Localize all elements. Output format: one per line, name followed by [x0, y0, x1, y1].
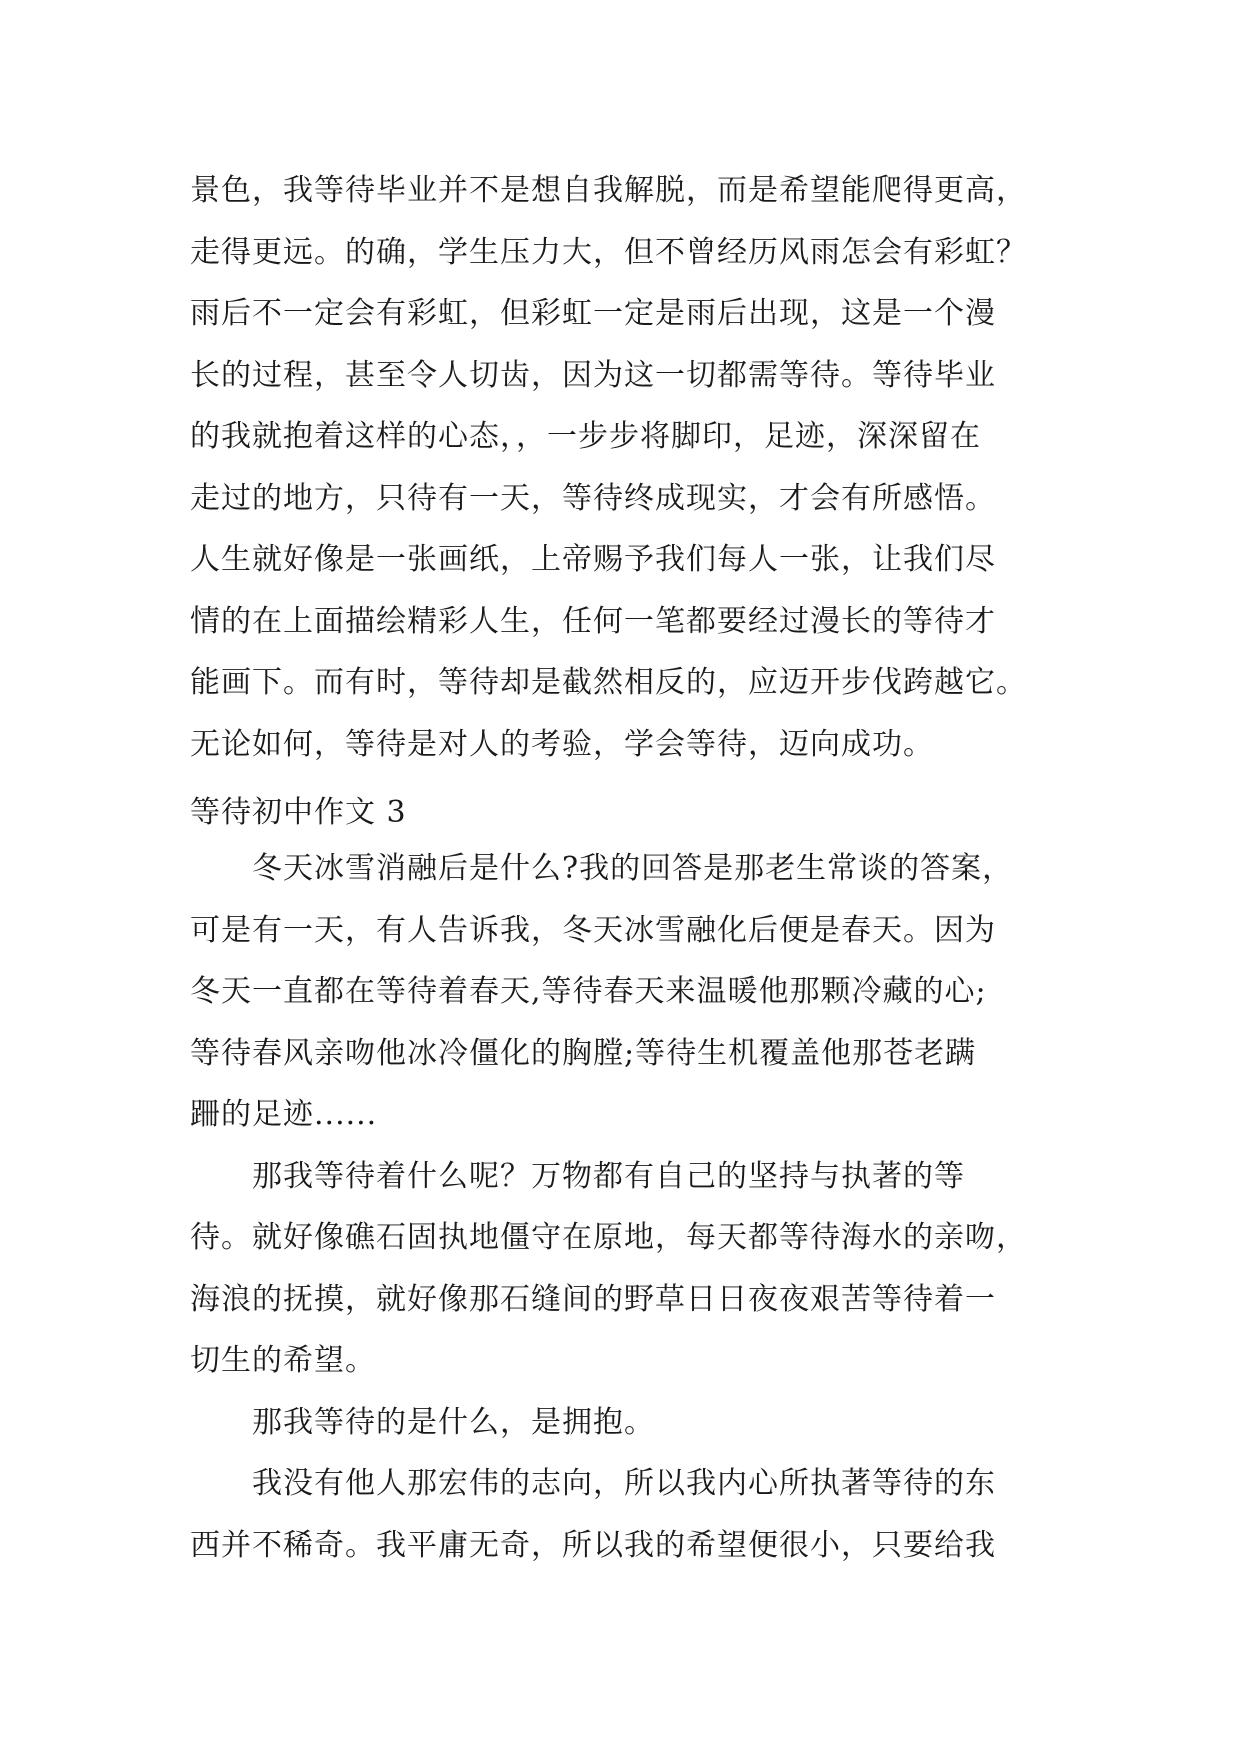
text-line: 走过的地方，只待有一天，等待终成现实，才会有所感悟。 [190, 480, 996, 516]
text-line: 的我就抱着这样的心态，，一步步将脚印，足迹，深深留在 [190, 419, 981, 454]
text-line: 可是有一天，有人告诉我，冬天冰雪融化后便是春天。因为 [190, 912, 996, 948]
text-line: 跚的足迹...... [190, 1097, 378, 1132]
text-line: 能画下。而有时，等待却是截然相反的，应迈开步伐跨越它。 [190, 665, 1027, 700]
text-line: 景色，我等待毕业并不是想自我解脱，而是希望能爬得更高， [190, 173, 1027, 208]
text-line: 冬天一直都在等待着春天,等待春天来温暖他那颗冷藏的心; [190, 974, 987, 1009]
text-line: 西并不稀奇。我平庸无奇，所以我的希望便很小，只要给我 [190, 1527, 996, 1563]
text-line: 人生就好像是一张画纸，上帝赐予我们每人一张，让我们尽 [190, 542, 996, 577]
paragraph-first-line: 那我等待的是什么，是拥抱。 [252, 1404, 655, 1440]
text-line: 待。就好像礁石固执地僵守在原地，每天都等待海水的亲吻， [190, 1220, 1027, 1255]
text-line: 情的在上面描绘精彩人生，任何一笔都要经过漫长的等待才 [190, 603, 996, 639]
paragraph-first-line: 那我等待着什么呢？万物都有自己的坚持与执著的等 [252, 1158, 965, 1194]
text-line: 海浪的抚摸，就好像那石缝间的野草日日夜夜艰苦等待着一 [190, 1281, 996, 1317]
text-line: 切生的希望。 [190, 1343, 376, 1378]
essay-body [190, 838, 1050, 1576]
text-line: 等待春风亲吻他冰冷僵化的胸膛;等待生机覆盖他那苍老蹒 [190, 1035, 977, 1071]
text-line: 走得更远。的确，学生压力大，但不曾经历风雨怎会有彩虹？ [190, 234, 1027, 270]
text-line: 长的过程，甚至令人切齿，因为这一切都需等待。等待毕业 [190, 357, 996, 393]
paragraph-first-line: 我没有他人那宏伟的志向，所以我内心所执著等待的东 [252, 1466, 996, 1501]
continuation-paragraph [190, 160, 1050, 775]
text-line: 雨后不一定会有彩虹，但彩虹一定是雨后出现，这是一个漫 [190, 296, 996, 331]
essay-title: 等待初中作文 3 [190, 795, 407, 830]
paragraph-first-line: 冬天冰雪消融后是什么?我的回答是那老生常谈的答案， [252, 851, 1014, 886]
text-line: 无论如何，等待是对人的考验，学会等待，迈向成功。 [190, 726, 934, 762]
